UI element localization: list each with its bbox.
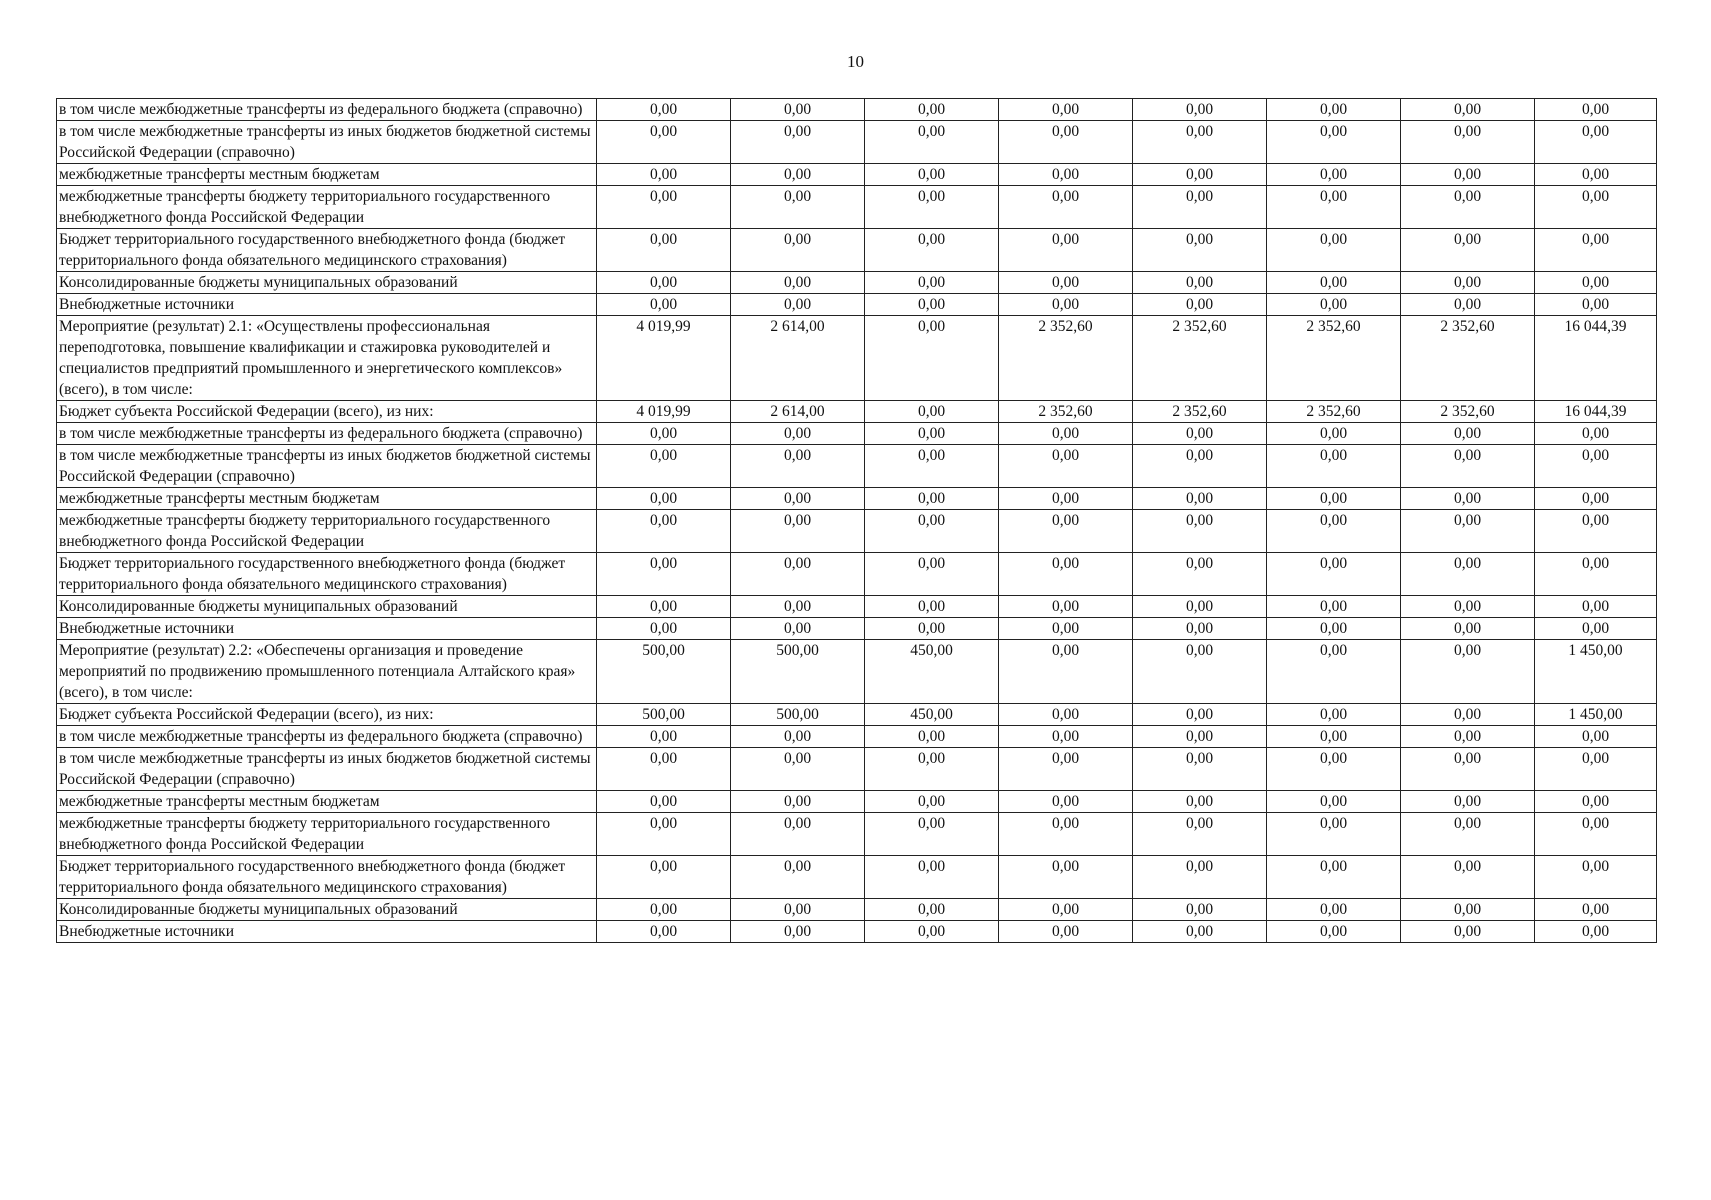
- table-row: [57, 229, 1657, 272]
- table-row: [57, 596, 1657, 618]
- value-cell: 0,00: [999, 99, 1133, 121]
- row-label: в том числе межбюджетные трансферты из иных бюджетов бюджетной системы Российской Федерации (справочно): [57, 445, 597, 488]
- value-cell: 0,00: [1267, 704, 1401, 726]
- row-label: межбюджетные трансферты местным бюджетам: [57, 164, 597, 186]
- table-row: [57, 488, 1657, 510]
- value-cell: 0,00: [1401, 272, 1535, 294]
- value-cell: 2 352,60: [999, 316, 1133, 401]
- value-cell: 0,00: [731, 99, 865, 121]
- value-cell: 0,00: [1535, 791, 1657, 813]
- value-cell: 0,00: [999, 726, 1133, 748]
- value-cell: 0,00: [731, 726, 865, 748]
- value-cell: 0,00: [731, 899, 865, 921]
- value-cell: 0,00: [999, 921, 1133, 943]
- value-cell: 0,00: [865, 596, 999, 618]
- value-cell: 0,00: [1267, 164, 1401, 186]
- row-label: Мероприятие (результат) 2.2: «Обеспечены организация и проведение мероприятий по продвижению промышленного потенциала Алтайского края» (всего), в том числе:: [57, 640, 597, 704]
- value-cell: 0,00: [731, 229, 865, 272]
- value-cell: 4 019,99: [597, 316, 731, 401]
- value-cell: 0,00: [1133, 640, 1267, 704]
- value-cell: 0,00: [1267, 229, 1401, 272]
- value-cell: 0,00: [1267, 748, 1401, 791]
- value-cell: 0,00: [1401, 121, 1535, 164]
- table-row: [57, 186, 1657, 229]
- value-cell: 0,00: [597, 813, 731, 856]
- value-cell: 0,00: [1535, 618, 1657, 640]
- value-cell: 0,00: [1535, 748, 1657, 791]
- value-cell: 0,00: [731, 748, 865, 791]
- value-cell: 450,00: [865, 704, 999, 726]
- page-number: 10: [847, 52, 864, 71]
- value-cell: 0,00: [1133, 510, 1267, 553]
- value-cell: 0,00: [597, 272, 731, 294]
- budget-table: [56, 98, 1657, 943]
- value-cell: 0,00: [999, 164, 1133, 186]
- value-cell: 0,00: [597, 423, 731, 445]
- value-cell: 0,00: [1267, 640, 1401, 704]
- value-cell: 0,00: [999, 294, 1133, 316]
- value-cell: 0,00: [1267, 186, 1401, 229]
- value-cell: 0,00: [1401, 423, 1535, 445]
- value-cell: 0,00: [1133, 553, 1267, 596]
- table-row: [57, 401, 1657, 423]
- value-cell: 0,00: [865, 510, 999, 553]
- value-cell: 0,00: [731, 272, 865, 294]
- value-cell: 0,00: [731, 445, 865, 488]
- value-cell: 0,00: [731, 510, 865, 553]
- value-cell: 0,00: [1535, 445, 1657, 488]
- value-cell: 0,00: [1535, 164, 1657, 186]
- value-cell: 2 352,60: [999, 401, 1133, 423]
- value-cell: 0,00: [1133, 294, 1267, 316]
- value-cell: 0,00: [1267, 726, 1401, 748]
- table-row: [57, 856, 1657, 899]
- value-cell: 0,00: [1133, 618, 1267, 640]
- table-row: [57, 272, 1657, 294]
- value-cell: 0,00: [1401, 813, 1535, 856]
- row-label: межбюджетные трансферты бюджету территориального государственного внебюджетного фонда Российской Федерации: [57, 186, 597, 229]
- value-cell: 2 614,00: [731, 316, 865, 401]
- table-row: [57, 813, 1657, 856]
- row-label: в том числе межбюджетные трансферты из федерального бюджета (справочно): [57, 99, 597, 121]
- value-cell: 0,00: [1401, 596, 1535, 618]
- row-label: межбюджетные трансферты местным бюджетам: [57, 488, 597, 510]
- value-cell: 0,00: [1133, 596, 1267, 618]
- value-cell: 0,00: [865, 488, 999, 510]
- value-cell: 0,00: [865, 186, 999, 229]
- value-cell: 0,00: [1267, 99, 1401, 121]
- value-cell: 0,00: [1535, 921, 1657, 943]
- value-cell: 0,00: [731, 186, 865, 229]
- value-cell: 0,00: [865, 121, 999, 164]
- value-cell: 0,00: [597, 186, 731, 229]
- value-cell: 0,00: [597, 921, 731, 943]
- value-cell: 0,00: [1535, 423, 1657, 445]
- value-cell: 0,00: [999, 445, 1133, 488]
- value-cell: 0,00: [999, 813, 1133, 856]
- value-cell: 0,00: [597, 488, 731, 510]
- value-cell: 0,00: [1535, 726, 1657, 748]
- value-cell: 0,00: [1133, 272, 1267, 294]
- value-cell: 0,00: [1401, 553, 1535, 596]
- table-row: [57, 99, 1657, 121]
- value-cell: 0,00: [1133, 488, 1267, 510]
- value-cell: 0,00: [1535, 121, 1657, 164]
- value-cell: 0,00: [1133, 726, 1267, 748]
- value-cell: 0,00: [865, 748, 999, 791]
- value-cell: 0,00: [865, 899, 999, 921]
- value-cell: 0,00: [1133, 748, 1267, 791]
- value-cell: 0,00: [1535, 229, 1657, 272]
- value-cell: 0,00: [1267, 791, 1401, 813]
- value-cell: 0,00: [1535, 186, 1657, 229]
- value-cell: 0,00: [865, 553, 999, 596]
- value-cell: 0,00: [865, 229, 999, 272]
- value-cell: 0,00: [1267, 294, 1401, 316]
- table-row: [57, 423, 1657, 445]
- value-cell: 500,00: [597, 640, 731, 704]
- value-cell: 2 352,60: [1133, 401, 1267, 423]
- value-cell: 0,00: [597, 748, 731, 791]
- row-label: Консолидированные бюджеты муниципальных образований: [57, 596, 597, 618]
- value-cell: 0,00: [1267, 445, 1401, 488]
- row-label: межбюджетные трансферты местным бюджетам: [57, 791, 597, 813]
- table-row: [57, 748, 1657, 791]
- row-label: в том числе межбюджетные трансферты из федерального бюджета (справочно): [57, 726, 597, 748]
- table-row: [57, 704, 1657, 726]
- value-cell: 0,00: [1267, 813, 1401, 856]
- value-cell: 0,00: [1267, 596, 1401, 618]
- value-cell: 0,00: [1535, 813, 1657, 856]
- value-cell: 16 044,39: [1535, 401, 1657, 423]
- value-cell: 0,00: [731, 921, 865, 943]
- value-cell: 0,00: [1401, 748, 1535, 791]
- value-cell: 0,00: [865, 316, 999, 401]
- value-cell: 0,00: [731, 164, 865, 186]
- value-cell: 2 352,60: [1401, 316, 1535, 401]
- value-cell: 0,00: [1267, 899, 1401, 921]
- row-label: в том числе межбюджетные трансферты из иных бюджетов бюджетной системы Российской Федерации (справочно): [57, 748, 597, 791]
- value-cell: 0,00: [731, 856, 865, 899]
- value-cell: 0,00: [731, 423, 865, 445]
- value-cell: 0,00: [1267, 121, 1401, 164]
- value-cell: 500,00: [731, 704, 865, 726]
- table-row: [57, 791, 1657, 813]
- value-cell: 0,00: [597, 445, 731, 488]
- value-cell: 0,00: [1401, 856, 1535, 899]
- value-cell: 0,00: [865, 618, 999, 640]
- row-label: межбюджетные трансферты бюджету территориального государственного внебюджетного фонда Российской Федерации: [57, 813, 597, 856]
- value-cell: 0,00: [731, 618, 865, 640]
- value-cell: 0,00: [865, 272, 999, 294]
- value-cell: 0,00: [597, 164, 731, 186]
- value-cell: 0,00: [597, 596, 731, 618]
- row-label: Бюджет территориального государственного внебюджетного фонда (бюджет территориального фонда обязательного медицинского страхования): [57, 229, 597, 272]
- value-cell: 0,00: [999, 618, 1133, 640]
- value-cell: 500,00: [597, 704, 731, 726]
- value-cell: 0,00: [865, 99, 999, 121]
- value-cell: 0,00: [597, 229, 731, 272]
- value-cell: 0,00: [1535, 899, 1657, 921]
- value-cell: 0,00: [999, 596, 1133, 618]
- value-cell: 0,00: [999, 899, 1133, 921]
- value-cell: 0,00: [1133, 856, 1267, 899]
- value-cell: 2 352,60: [1401, 401, 1535, 423]
- row-label: Консолидированные бюджеты муниципальных образований: [57, 272, 597, 294]
- table-row: [57, 553, 1657, 596]
- value-cell: 0,00: [865, 921, 999, 943]
- value-cell: 0,00: [1267, 618, 1401, 640]
- value-cell: 0,00: [1133, 99, 1267, 121]
- value-cell: 0,00: [731, 488, 865, 510]
- row-label: Бюджет территориального государственного внебюджетного фонда (бюджет территориального фонда обязательного медицинского страхования): [57, 553, 597, 596]
- value-cell: 0,00: [1401, 186, 1535, 229]
- table-row: [57, 445, 1657, 488]
- value-cell: 0,00: [1267, 488, 1401, 510]
- value-cell: 0,00: [1401, 704, 1535, 726]
- value-cell: 0,00: [597, 294, 731, 316]
- value-cell: 0,00: [731, 596, 865, 618]
- value-cell: 0,00: [999, 553, 1133, 596]
- value-cell: 1 450,00: [1535, 704, 1657, 726]
- row-label: Бюджет территориального государственного внебюджетного фонда (бюджет территориального фонда обязательного медицинского страхования): [57, 856, 597, 899]
- value-cell: 0,00: [1133, 899, 1267, 921]
- value-cell: 0,00: [1535, 510, 1657, 553]
- value-cell: 4 019,99: [597, 401, 731, 423]
- value-cell: 500,00: [731, 640, 865, 704]
- value-cell: 0,00: [865, 726, 999, 748]
- table-row: [57, 726, 1657, 748]
- value-cell: 0,00: [597, 99, 731, 121]
- value-cell: 450,00: [865, 640, 999, 704]
- value-cell: 0,00: [1401, 726, 1535, 748]
- table-row: [57, 316, 1657, 401]
- row-label: Бюджет субъекта Российской Федерации (всего), из них:: [57, 704, 597, 726]
- value-cell: 0,00: [597, 899, 731, 921]
- value-cell: 0,00: [865, 423, 999, 445]
- value-cell: 0,00: [1267, 921, 1401, 943]
- value-cell: 0,00: [865, 445, 999, 488]
- table-row: [57, 921, 1657, 943]
- value-cell: 0,00: [731, 553, 865, 596]
- value-cell: 0,00: [999, 121, 1133, 164]
- row-label: межбюджетные трансферты бюджету территориального государственного внебюджетного фонда Российской Федерации: [57, 510, 597, 553]
- value-cell: 0,00: [1401, 164, 1535, 186]
- value-cell: 0,00: [731, 813, 865, 856]
- value-cell: 0,00: [865, 294, 999, 316]
- row-label: Мероприятие (результат) 2.1: «Осуществлены профессиональная переподготовка, повышение квалификации и стажировка руководителей и специалистов предприятий промышленного и энергетического комплексов» (всего), в том числе:: [57, 316, 597, 401]
- value-cell: 0,00: [1133, 229, 1267, 272]
- value-cell: 0,00: [999, 748, 1133, 791]
- value-cell: 0,00: [731, 121, 865, 164]
- value-cell: 0,00: [1535, 596, 1657, 618]
- value-cell: 0,00: [1401, 488, 1535, 510]
- value-cell: 0,00: [999, 272, 1133, 294]
- table-row: [57, 121, 1657, 164]
- row-label: Внебюджетные источники: [57, 294, 597, 316]
- table-row: [57, 640, 1657, 704]
- value-cell: 0,00: [1133, 164, 1267, 186]
- value-cell: 16 044,39: [1535, 316, 1657, 401]
- value-cell: 0,00: [1133, 704, 1267, 726]
- value-cell: 0,00: [1401, 921, 1535, 943]
- value-cell: 0,00: [1401, 899, 1535, 921]
- row-label: Внебюджетные источники: [57, 921, 597, 943]
- value-cell: 0,00: [999, 791, 1133, 813]
- value-cell: 0,00: [1535, 488, 1657, 510]
- value-cell: 0,00: [1535, 99, 1657, 121]
- table-row: [57, 164, 1657, 186]
- value-cell: 0,00: [1401, 99, 1535, 121]
- value-cell: 0,00: [1401, 229, 1535, 272]
- value-cell: 0,00: [731, 294, 865, 316]
- value-cell: 0,00: [1401, 640, 1535, 704]
- value-cell: 2 352,60: [1267, 316, 1401, 401]
- row-label: Консолидированные бюджеты муниципальных образований: [57, 899, 597, 921]
- value-cell: 0,00: [999, 186, 1133, 229]
- value-cell: 0,00: [1401, 791, 1535, 813]
- row-label: в том числе межбюджетные трансферты из федерального бюджета (справочно): [57, 423, 597, 445]
- value-cell: 0,00: [1535, 553, 1657, 596]
- value-cell: 0,00: [597, 856, 731, 899]
- budget-table-body: [57, 99, 1657, 943]
- value-cell: 0,00: [1133, 921, 1267, 943]
- value-cell: 0,00: [999, 856, 1133, 899]
- value-cell: 0,00: [999, 423, 1133, 445]
- value-cell: 2 614,00: [731, 401, 865, 423]
- table-row: [57, 899, 1657, 921]
- value-cell: 0,00: [1401, 294, 1535, 316]
- value-cell: 0,00: [1401, 510, 1535, 553]
- table-row: [57, 294, 1657, 316]
- value-cell: 0,00: [1401, 445, 1535, 488]
- value-cell: 0,00: [1535, 856, 1657, 899]
- value-cell: 0,00: [1267, 553, 1401, 596]
- value-cell: 0,00: [1133, 121, 1267, 164]
- value-cell: 2 352,60: [1133, 316, 1267, 401]
- value-cell: 0,00: [1133, 423, 1267, 445]
- value-cell: 0,00: [865, 856, 999, 899]
- value-cell: 0,00: [999, 488, 1133, 510]
- value-cell: 0,00: [1401, 618, 1535, 640]
- value-cell: 0,00: [1535, 272, 1657, 294]
- value-cell: 0,00: [999, 510, 1133, 553]
- row-label: в том числе межбюджетные трансферты из иных бюджетов бюджетной системы Российской Федерации (справочно): [57, 121, 597, 164]
- value-cell: 0,00: [1267, 856, 1401, 899]
- value-cell: 0,00: [597, 791, 731, 813]
- value-cell: 0,00: [1535, 294, 1657, 316]
- value-cell: 0,00: [1133, 791, 1267, 813]
- value-cell: 0,00: [865, 401, 999, 423]
- value-cell: 0,00: [597, 553, 731, 596]
- row-label: Бюджет субъекта Российской Федерации (всего), из них:: [57, 401, 597, 423]
- value-cell: 1 450,00: [1535, 640, 1657, 704]
- value-cell: 0,00: [1267, 423, 1401, 445]
- value-cell: 0,00: [865, 791, 999, 813]
- value-cell: 0,00: [999, 640, 1133, 704]
- value-cell: 0,00: [1133, 186, 1267, 229]
- value-cell: 0,00: [999, 229, 1133, 272]
- table-row: [57, 618, 1657, 640]
- value-cell: 0,00: [865, 813, 999, 856]
- value-cell: 0,00: [597, 121, 731, 164]
- table-row: [57, 510, 1657, 553]
- value-cell: 0,00: [1267, 272, 1401, 294]
- value-cell: 0,00: [1267, 510, 1401, 553]
- row-label: Внебюджетные источники: [57, 618, 597, 640]
- value-cell: 0,00: [1133, 813, 1267, 856]
- value-cell: 0,00: [865, 164, 999, 186]
- value-cell: 0,00: [597, 510, 731, 553]
- value-cell: 0,00: [1133, 445, 1267, 488]
- value-cell: 0,00: [597, 618, 731, 640]
- value-cell: 2 352,60: [1267, 401, 1401, 423]
- value-cell: 0,00: [999, 704, 1133, 726]
- value-cell: 0,00: [597, 726, 731, 748]
- value-cell: 0,00: [731, 791, 865, 813]
